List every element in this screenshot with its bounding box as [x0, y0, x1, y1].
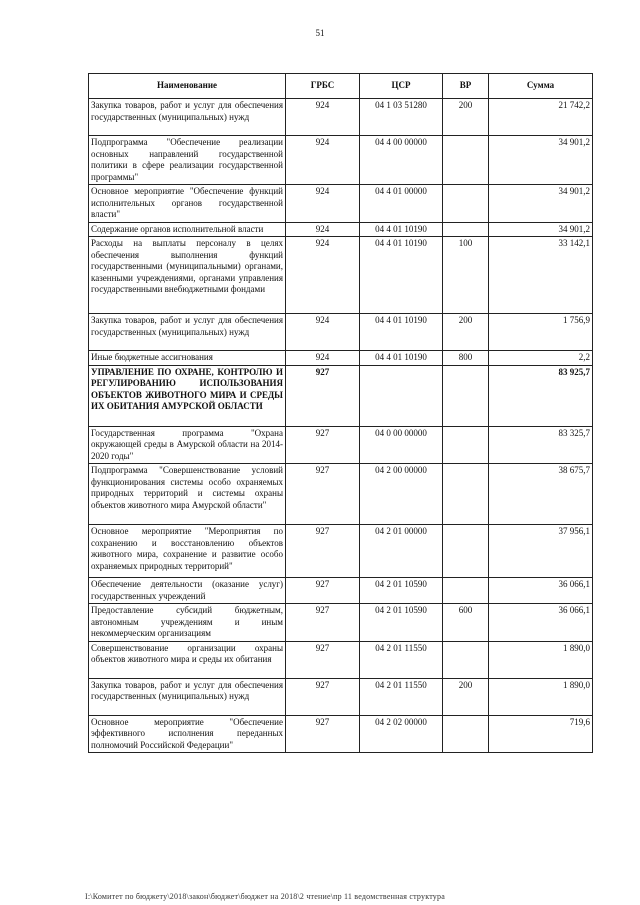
cell-name: Основное мероприятие "Обеспечение эффективного исполнения переданных полномочий Российской Федерации" — [89, 715, 286, 753]
table-row — [89, 351, 593, 366]
cell-vr: 200 — [443, 678, 489, 715]
cell-vr: 100 — [443, 237, 489, 314]
cell-vr — [443, 525, 489, 578]
cell-name: Подпрограмма "Обеспечение реализации основных направлений государственной политики в сфере реализации государственной программы" — [89, 136, 286, 185]
cell-csr: 04 2 01 10590 — [360, 604, 443, 642]
header-vr: ВР — [443, 74, 489, 99]
cell-grbs: 924 — [286, 314, 360, 351]
cell-csr: 04 2 01 00000 — [360, 525, 443, 578]
table-row — [89, 578, 593, 604]
cell-name: Закупка товаров, работ и услуг для обеспечения государственных (муниципальных) нужд — [89, 678, 286, 715]
cell-csr — [360, 365, 443, 426]
cell-sum: 38 675,7 — [489, 464, 593, 525]
table-row — [89, 604, 593, 642]
table-body — [89, 99, 593, 753]
cell-sum: 1 890,0 — [489, 678, 593, 715]
cell-csr: 04 1 03 51280 — [360, 99, 443, 136]
cell-name: Государственная программа "Охрана окружающей среды в Амурской области на 2014-2020 годы" — [89, 426, 286, 464]
cell-name: Содержание органов исполнительной власти — [89, 222, 286, 237]
cell-csr: 04 2 00 00000 — [360, 464, 443, 525]
cell-grbs: 924 — [286, 136, 360, 185]
cell-vr — [443, 136, 489, 185]
cell-grbs: 927 — [286, 578, 360, 604]
cell-vr — [443, 578, 489, 604]
cell-name: Закупка товаров, работ и услуг для обеспечения государственных (муниципальных) нужд — [89, 99, 286, 136]
header-name: Наименование — [89, 74, 286, 99]
cell-grbs: 927 — [286, 604, 360, 642]
table-row — [89, 464, 593, 525]
cell-vr: 800 — [443, 351, 489, 366]
table-row — [89, 678, 593, 715]
table-header-row — [89, 74, 593, 99]
cell-name: УПРАВЛЕНИЕ ПО ОХРАНЕ, КОНТРОЛЮ И РЕГУЛИРОВАНИЮ ИСПОЛЬЗОВАНИЯ ОБЪЕКТОВ ЖИВОТНОГО МИРА И СРЕДЫ ИХ ОБИТАНИЯ АМУРСКОЙ ОБЛАСТИ — [89, 365, 286, 426]
cell-csr: 04 2 01 10590 — [360, 578, 443, 604]
cell-csr: 04 2 01 11550 — [360, 641, 443, 678]
cell-name: Обеспечение деятельности (оказание услуг) государственных учреждений — [89, 578, 286, 604]
cell-name: Совершенствование организации охраны объектов животного мира и среды их обитания — [89, 641, 286, 678]
cell-vr: 600 — [443, 604, 489, 642]
cell-sum: 34 901,2 — [489, 185, 593, 223]
cell-grbs: 927 — [286, 365, 360, 426]
cell-name: Иные бюджетные ассигнования — [89, 351, 286, 366]
table-row — [89, 365, 593, 426]
cell-vr — [443, 641, 489, 678]
table-row — [89, 426, 593, 464]
cell-vr — [443, 464, 489, 525]
cell-name: Расходы на выплаты персоналу в целях обеспечения выполнения функций государственными (муниципальными) органами, казенными учреждениями, органами управления государственными внебюджетными фондами — [89, 237, 286, 314]
cell-sum: 83 325,7 — [489, 426, 593, 464]
budget-table — [88, 73, 593, 753]
footer-file-path: I:\Комитет по бюджету\2018\закон\бюджет\бюджет на 2018\2 чтение\пр 11 ведомственная структура — [85, 892, 445, 901]
cell-sum: 719,6 — [489, 715, 593, 753]
cell-sum: 36 066,1 — [489, 578, 593, 604]
cell-sum: 37 956,1 — [489, 525, 593, 578]
cell-csr: 04 4 01 00000 — [360, 185, 443, 223]
page-number: 51 — [315, 28, 325, 38]
cell-grbs: 927 — [286, 464, 360, 525]
cell-sum: 33 142,1 — [489, 237, 593, 314]
cell-sum: 34 901,2 — [489, 222, 593, 237]
cell-sum: 2,2 — [489, 351, 593, 366]
cell-grbs: 927 — [286, 641, 360, 678]
header-sum: Сумма — [489, 74, 593, 99]
cell-vr: 200 — [443, 314, 489, 351]
cell-grbs: 927 — [286, 715, 360, 753]
cell-vr — [443, 222, 489, 237]
cell-csr: 04 2 01 11550 — [360, 678, 443, 715]
cell-csr: 04 0 00 00000 — [360, 426, 443, 464]
cell-grbs: 924 — [286, 185, 360, 223]
cell-sum: 36 066,1 — [489, 604, 593, 642]
cell-name: Основное мероприятие "Мероприятия по сохранению и восстановлению объектов животного мира, сохранение и развитие особо охраняемых природных территорий" — [89, 525, 286, 578]
cell-csr: 04 4 01 10190 — [360, 237, 443, 314]
cell-grbs: 927 — [286, 525, 360, 578]
cell-name: Подпрограмма "Совершенствование условий функционирования системы особо охраняемых природных территорий и системы охраны объектов животного мира Амурской области" — [89, 464, 286, 525]
cell-vr — [443, 426, 489, 464]
cell-sum: 34 901,2 — [489, 136, 593, 185]
cell-grbs: 927 — [286, 678, 360, 715]
cell-name: Закупка товаров, работ и услуг для обеспечения государственных (муниципальных) нужд — [89, 314, 286, 351]
table-row — [89, 222, 593, 237]
cell-grbs: 924 — [286, 99, 360, 136]
cell-vr — [443, 365, 489, 426]
table-row — [89, 525, 593, 578]
cell-sum: 83 925,7 — [489, 365, 593, 426]
table-row — [89, 136, 593, 185]
cell-vr — [443, 185, 489, 223]
table-row — [89, 237, 593, 314]
cell-grbs: 927 — [286, 426, 360, 464]
cell-csr: 04 4 01 10190 — [360, 314, 443, 351]
cell-name: Основное мероприятие "Обеспечение функций исполнительных органов государственной власти" — [89, 185, 286, 223]
cell-grbs: 924 — [286, 351, 360, 366]
cell-grbs: 924 — [286, 222, 360, 237]
cell-csr: 04 4 01 10190 — [360, 351, 443, 366]
cell-name: Предоставление субсидий бюджетным, автономным учреждениям и иным некоммерческим организациям — [89, 604, 286, 642]
cell-csr: 04 4 00 00000 — [360, 136, 443, 185]
cell-grbs: 924 — [286, 237, 360, 314]
cell-csr: 04 2 02 00000 — [360, 715, 443, 753]
cell-vr — [443, 715, 489, 753]
header-grbs: ГРБС — [286, 74, 360, 99]
table-row — [89, 185, 593, 223]
table-row — [89, 715, 593, 753]
cell-vr: 200 — [443, 99, 489, 136]
cell-sum: 1 890,0 — [489, 641, 593, 678]
cell-sum: 21 742,2 — [489, 99, 593, 136]
cell-sum: 1 756,9 — [489, 314, 593, 351]
table-row — [89, 314, 593, 351]
cell-csr: 04 4 01 10190 — [360, 222, 443, 237]
table-row — [89, 99, 593, 136]
table-row — [89, 641, 593, 678]
header-csr: ЦСР — [360, 74, 443, 99]
